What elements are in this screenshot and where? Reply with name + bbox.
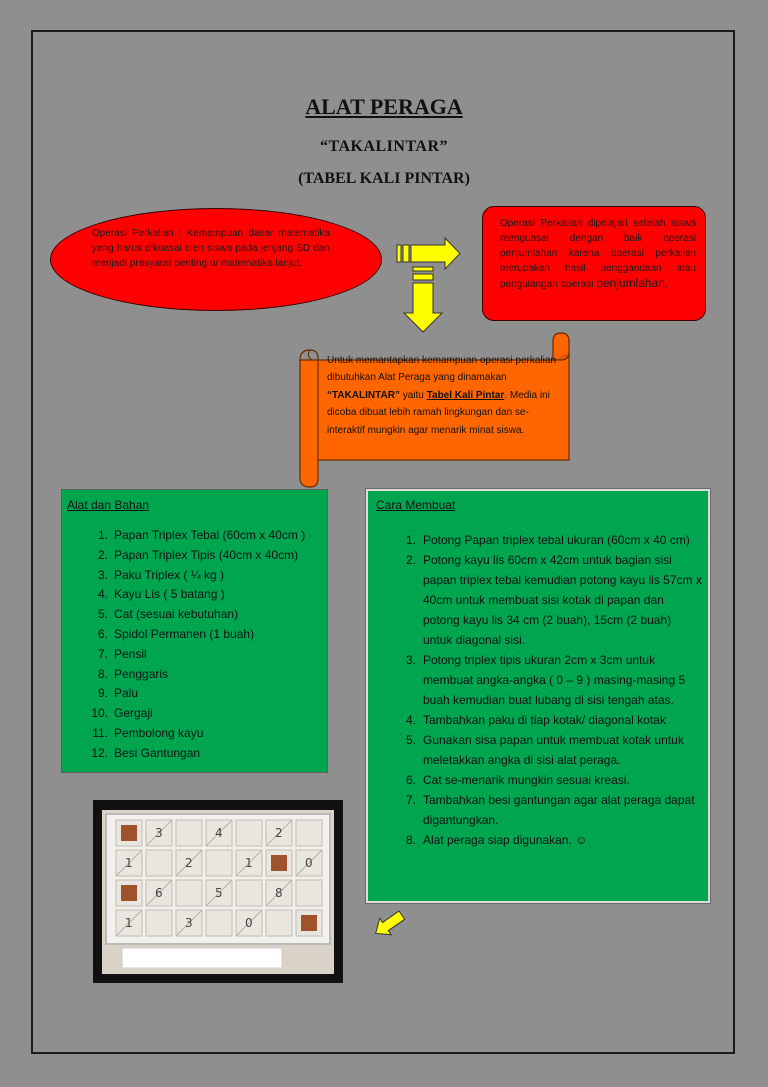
board-cell [296,880,322,906]
list-item-text: Besi Gantungan [114,745,201,760]
list-number: 11. [92,725,108,740]
alat-bahan-item [87,625,323,645]
list-number: 3. [405,653,416,667]
alat-bahan-item [87,546,323,566]
list-number: 4. [405,713,416,727]
ellipse-text: Operasi Perkalian : Kemampuan dasar matematika yang harus dikuasai oleh siswa pada jenjang SD dan menjadi prasyarat penting u/ matematika lanjut. [92,228,330,269]
board-digit: 1 [125,916,133,930]
cara-membuat-item [395,730,703,770]
scroll-line-1: Untuk memantapkan kemampuan operasi perkalian dibutuhkan Alat Peraga yang dinamakan [327,355,557,384]
board-cell [176,820,202,846]
board-digit: 0 [245,916,253,930]
board-cell [146,850,172,876]
scroll-line-3: . Media ini dicoba dibuat lebih ramah lingkungan dan se-interaktif mungkin agar menarik minat siswa. [327,389,550,436]
cara-membuat-item [395,790,703,830]
list-item-text: Cat (sesuai kebutuhan) [114,607,239,622]
list-item-text: Gunakan sisa papan untuk membuat kotak untuk meletakkan angka di sisi alat peraga. [423,733,684,767]
alat-bahan-list [87,526,323,764]
list-number: 9. [97,686,108,701]
scroll-line-2: yaitu [402,389,424,401]
list-number: 1. [97,528,108,542]
page-subtitle-2: (TABEL KALI PINTAR) [298,170,470,187]
board-digit: 6 [155,886,163,900]
board-digit: 2 [185,856,193,870]
alat-bahan-item [87,724,323,744]
list-item-text: Paku Triplex ( ¼ kg ) [114,567,225,582]
cara-membuat-item [395,650,703,710]
board-digit: 0 [305,856,313,870]
list-item-text: Cat se-menarik mungkin sesuai kreasi. [423,773,630,787]
list-item-text: Penggaris [114,666,169,681]
list-number: 4. [97,587,108,602]
cara-membuat-heading: Cara Membuat [376,498,456,512]
board-digit: 4 [215,826,223,840]
alat-bahan-item [87,744,323,764]
list-number: 7. [405,793,416,807]
list-number: 2. [97,547,108,562]
alat-bahan-item [87,684,323,704]
board-cell [206,850,232,876]
alat-bahan-item [87,585,323,605]
alat-bahan-item [87,526,323,546]
list-item-text: Palu [114,686,139,701]
scroll-product-name: “TAKALINTAR” [327,389,400,401]
list-item-text: Gergaji [114,706,153,721]
board-digit: 1 [245,856,253,870]
board-digit: 8 [275,886,283,900]
list-item-text: Papan Triplex Tebal (60cm x 40cm ) [114,528,306,542]
list-number: 7. [97,646,108,661]
board-stand-shape [122,948,282,968]
list-number: 8. [97,666,108,681]
list-item-text: Pembolong kayu [114,725,204,740]
redbox-body: Operasi Perkalian dipelajari setelah siswa menguasai dengan baik operasi penjumlahan karena operasi perkalian merupakan hasil penggandaan atau pengulangan operasi [500,218,696,290]
page-subtitle: “TAKALINTAR” [319,138,449,155]
list-item-text: Papan Triplex Tipis (40cm x 40cm) [114,547,299,562]
list-item-text: Alat peraga siap digunakan. ☺ [423,833,588,847]
page-title: ALAT PERAGA [305,94,463,119]
list-number: 12. [91,745,108,760]
list-item-text: Tambahkan besi gantungan agar alat peraga dapat digantungkan. [423,793,695,827]
alat-bahan-item [87,605,323,625]
board-cell [146,910,172,936]
down-arrow-icon [404,267,442,332]
list-number: 3. [97,567,108,582]
cara-membuat-item [395,710,703,730]
marker-square [271,855,287,871]
board-digit: 2 [275,826,283,840]
marker-square [121,825,137,841]
list-number: 2. [405,553,416,567]
list-number: 5. [405,733,416,747]
product-photo [102,810,334,974]
list-item-text: Pensil [114,646,147,661]
board-cell [266,910,292,936]
list-number: 6. [405,773,416,787]
scroll-underlined-name: Tabel Kali Pintar [426,389,505,401]
marker-square [301,915,317,931]
cara-membuat-item [395,550,703,650]
cara-membuat-item [395,530,703,550]
board-cell [206,910,232,936]
list-number: 5. [97,607,108,622]
board-cell [296,820,322,846]
cara-membuat-list [395,530,703,850]
redbox-highlight: penjumlahan. [596,276,669,290]
alat-bahan-item [87,665,323,685]
board-cell [176,880,202,906]
list-number: 1. [405,533,416,547]
cara-membuat-item [395,770,703,790]
board-cell [236,820,262,846]
board-digit: 3 [155,826,163,840]
board-cell [236,880,262,906]
list-item-text: Potong triplex tipis ukuran 2cm x 3cm untuk membuat angka-angka ( 0 – 9 ) masing-masing 5 buah kemudian buat lubang di sisi tengah atas. [423,653,686,707]
list-item-text: Tambahkan paku di tiap kotak/ diagonal kotak [423,713,666,727]
list-item-text: Spidol Permanen (1 buah) [114,626,255,641]
alat-bahan-item [87,704,323,724]
right-arrow-icon [397,238,460,269]
list-number: 6. [97,626,108,641]
marker-square [121,885,137,901]
product-photo-drawing [102,810,334,974]
list-item-text: Potong kayu lis 60cm x 42cm untuk bagian sisi papan triplex tebal kemudian potong kayu lis 57cm x 40cm untuk membuat sisi kotak di papan dan potong kayu lis 34 cm (2 buah), 15cm (2 buah) untuk diagonal sisi. [423,553,702,647]
board-digit: 1 [125,856,133,870]
alat-bahan-heading: Alat dan Bahan [67,498,150,512]
list-number: 10. [91,706,108,721]
list-item-text: Potong Papan triplex tebal ukuran (60cm x 40 cm) [423,533,690,547]
alat-bahan-item [87,645,323,665]
diagonal-arrow-icon [370,907,408,942]
list-item-text: Kayu Lis ( 5 batang ) [114,587,225,602]
cara-membuat-item [395,830,703,850]
board-digit: 5 [215,886,223,900]
scroll-text [327,352,563,439]
alat-bahan-item [87,566,323,586]
board-digit: 3 [185,916,193,930]
list-number: 8. [405,833,416,847]
